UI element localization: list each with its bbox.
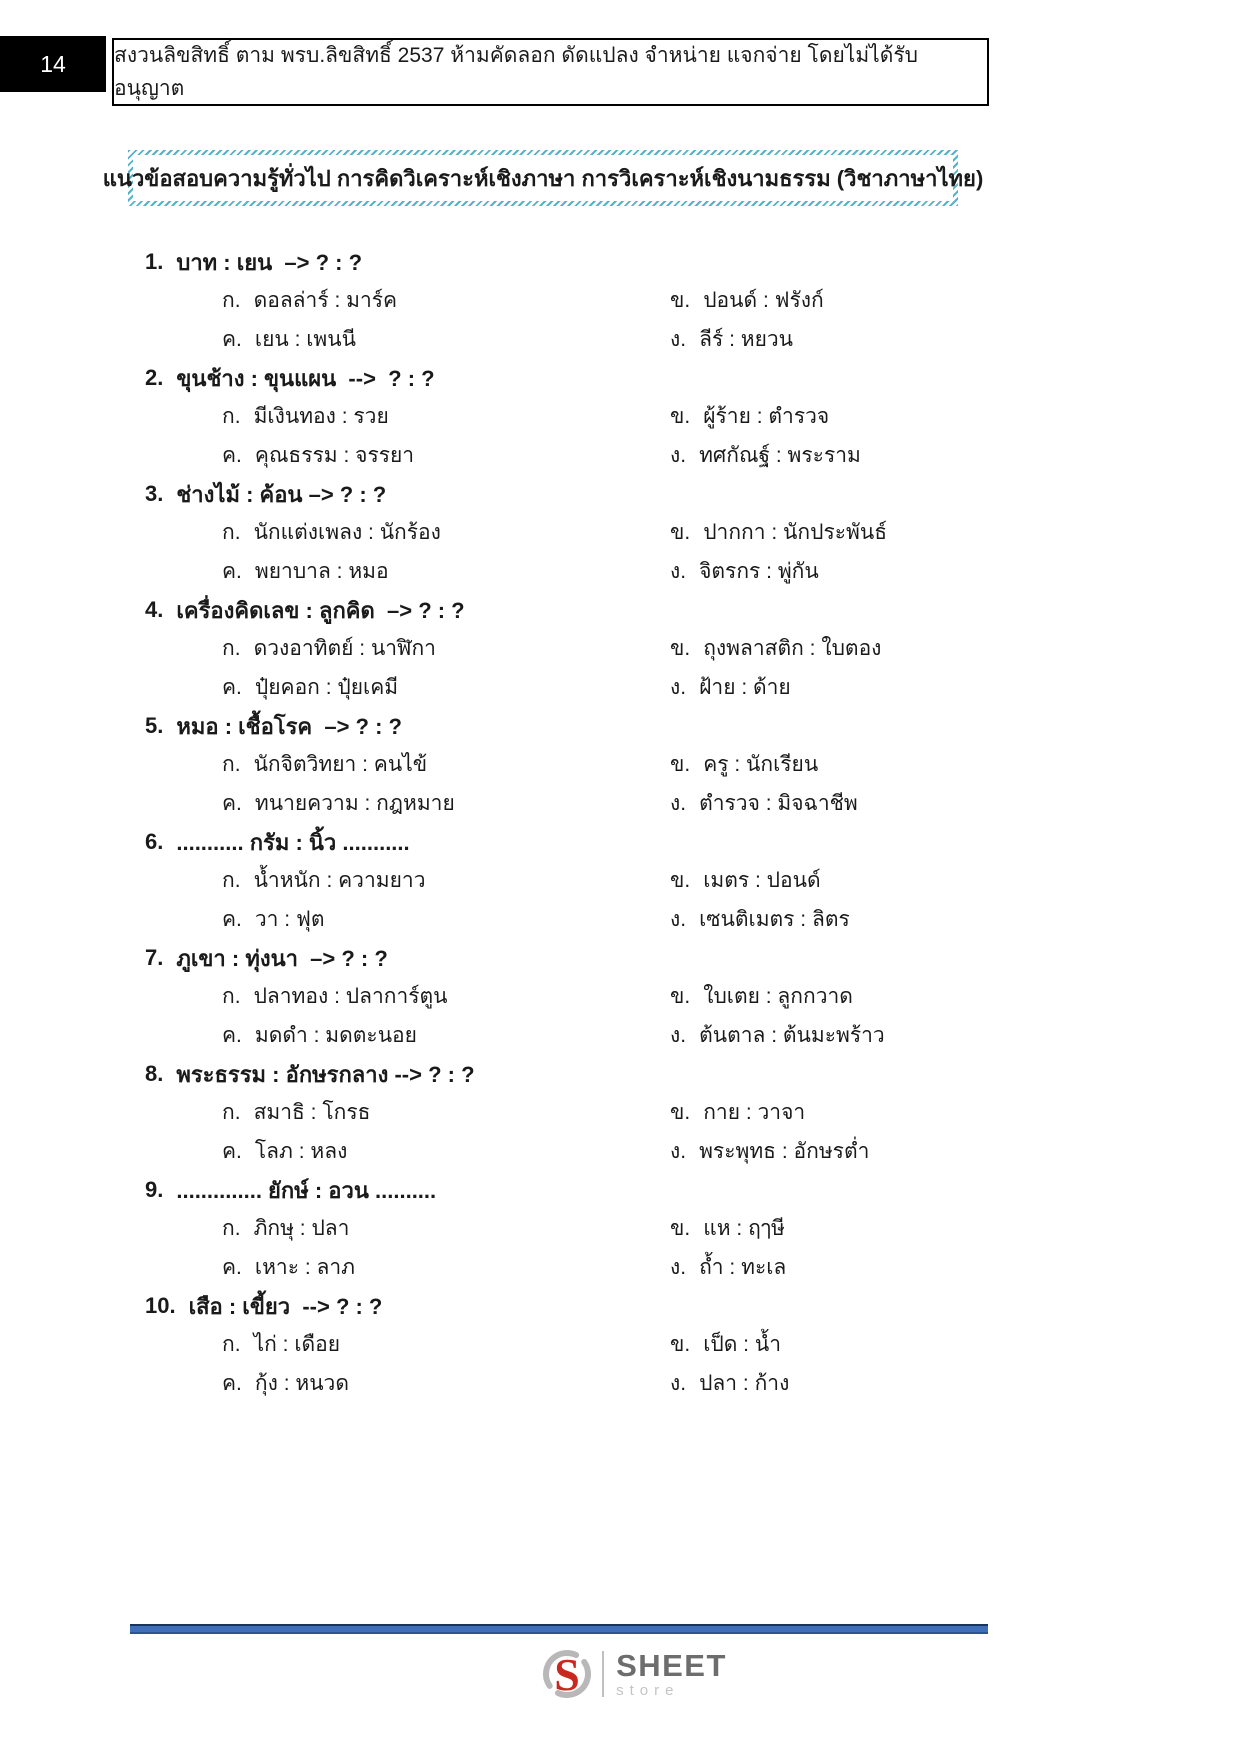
question-head bbox=[145, 707, 1045, 745]
choice-text: มีเงินทอง : รวย bbox=[253, 405, 389, 428]
choice-text: จิตรกร : พู่กัน bbox=[699, 560, 819, 583]
choice-row bbox=[145, 1016, 1045, 1055]
choice-label: ค. bbox=[222, 328, 242, 351]
choice-label: ข. bbox=[670, 1101, 691, 1124]
choice-label: ข. bbox=[670, 1217, 691, 1240]
choice-text: ไก่ : เดือย bbox=[253, 1333, 341, 1356]
question-head bbox=[145, 1287, 1045, 1325]
choice-option bbox=[222, 1096, 670, 1129]
question-head bbox=[145, 243, 1045, 281]
choice-option bbox=[222, 1251, 670, 1284]
question-number: 7. bbox=[145, 945, 164, 970]
choice-option bbox=[222, 1135, 670, 1168]
choice-label: ก. bbox=[222, 753, 241, 776]
question-text: เครื่องคิดเลข : ลูกคิด –> ? : ? bbox=[176, 597, 465, 623]
choice-option bbox=[670, 1135, 869, 1168]
choice-option bbox=[670, 1212, 785, 1245]
choice-row bbox=[145, 281, 1045, 320]
question-text: พระธรรม : อักษรกลาง --> ? : ? bbox=[176, 1061, 475, 1087]
choice-label: ง. bbox=[670, 560, 687, 583]
choice-label: ก. bbox=[222, 405, 241, 428]
exam-title-box bbox=[102, 150, 984, 206]
choice-label: ง. bbox=[670, 908, 687, 931]
choice-text: ปลา : ก้าง bbox=[699, 1372, 790, 1395]
choice-label: ค. bbox=[222, 1256, 242, 1279]
question-item bbox=[145, 1287, 1045, 1403]
question-item bbox=[145, 359, 1045, 475]
question-list bbox=[145, 243, 1045, 1403]
question-item bbox=[145, 243, 1045, 359]
choice-text: ใบเตย : ลูกกวาด bbox=[703, 985, 853, 1008]
question-item bbox=[145, 823, 1045, 939]
choice-option bbox=[222, 1212, 670, 1245]
choice-option bbox=[670, 1367, 789, 1400]
choice-option bbox=[670, 748, 818, 781]
choice-text: เซนติเมตร : ลิตร bbox=[699, 908, 850, 931]
choice-row bbox=[145, 513, 1045, 552]
choice-option bbox=[222, 555, 670, 588]
choice-option bbox=[222, 400, 670, 433]
choice-option bbox=[222, 748, 670, 781]
choice-option bbox=[222, 787, 670, 820]
choice-label: ค. bbox=[222, 1140, 242, 1163]
s-swoosh-icon bbox=[542, 1645, 592, 1703]
choice-row bbox=[145, 1364, 1045, 1403]
question-number: 1. bbox=[145, 249, 164, 274]
exam-title: แนวข้อสอบความรู้ทั่วไป การคิดวิเคราะห์เชิงภาษา การวิเคราะห์เชิงนามธรรม (วิชาภาษาไทย) bbox=[133, 155, 953, 201]
question-number: 6. bbox=[145, 829, 164, 854]
logo-text bbox=[616, 1650, 727, 1698]
choice-row bbox=[145, 861, 1045, 900]
choice-label: ข. bbox=[670, 869, 691, 892]
choice-text: โลภ : หลง bbox=[254, 1140, 348, 1163]
choice-label: ก. bbox=[222, 1333, 241, 1356]
choice-option bbox=[222, 516, 670, 549]
choice-label: ข. bbox=[670, 405, 691, 428]
choice-option bbox=[670, 903, 850, 936]
question-text: ช่างไม้ : ค้อน –> ? : ? bbox=[176, 481, 387, 507]
sheet-store-logo bbox=[14, 1645, 1241, 1703]
page-number-box bbox=[0, 36, 106, 92]
choice-text: ฝ้าย : ด้าย bbox=[699, 676, 791, 699]
choice-text: ทนายความ : กฎหมาย bbox=[254, 792, 455, 815]
choice-row bbox=[145, 1248, 1045, 1287]
choice-label: ง. bbox=[670, 1372, 687, 1395]
question-item bbox=[145, 591, 1045, 707]
choice-label: ง. bbox=[670, 1140, 687, 1163]
choice-text: ถ้ำ : ทะเล bbox=[699, 1256, 787, 1279]
choice-option bbox=[670, 400, 829, 433]
choice-text: พระพุทธ : อักษรต่ำ bbox=[699, 1140, 870, 1163]
choice-option bbox=[222, 1019, 670, 1052]
choice-text: น้ำหนัก : ความยาว bbox=[253, 869, 426, 892]
question-head bbox=[145, 823, 1045, 861]
choice-label: ข. bbox=[670, 637, 691, 660]
question-head bbox=[145, 591, 1045, 629]
copyright-text: สงวนลิขสิทธิ์ ตาม พรบ.ลิขสิทธิ์ 2537 ห้ามคัดลอก ดัดแปลง จำหน่าย แจกจ่าย โดยไม่ได้รับอนุญาต bbox=[114, 44, 918, 100]
question-head bbox=[145, 939, 1045, 977]
question-item bbox=[145, 1171, 1045, 1287]
choice-label: ก. bbox=[222, 521, 241, 544]
choice-row bbox=[145, 629, 1045, 668]
choice-row bbox=[145, 745, 1045, 784]
page-number: 14 bbox=[40, 50, 66, 77]
choice-option bbox=[222, 903, 670, 936]
choice-label: ง. bbox=[670, 676, 687, 699]
sheet-store-logo-icon bbox=[542, 1645, 592, 1703]
choice-row bbox=[145, 784, 1045, 823]
choice-option bbox=[222, 632, 670, 665]
choice-text: ปลาทอง : ปลาการ์ตูน bbox=[253, 985, 448, 1008]
question-text: .............. ยักษ์ : อวน .......... bbox=[176, 1177, 437, 1203]
footer-divider-bar bbox=[130, 1624, 988, 1634]
copyright-notice-box bbox=[112, 38, 989, 106]
question-text: ขุนช้าง : ขุนแผน --> ? : ? bbox=[176, 365, 435, 391]
choice-text: ปุ๋ยคอก : ปุ๋ยเคมี bbox=[254, 676, 399, 699]
choice-option bbox=[222, 1367, 670, 1400]
choice-option bbox=[670, 323, 793, 356]
choice-option bbox=[670, 284, 824, 317]
choice-label: ก. bbox=[222, 289, 241, 312]
logo-divider bbox=[602, 1651, 604, 1697]
choice-text: แห : ฤๅษี bbox=[703, 1217, 785, 1240]
choice-text: กาย : วาจา bbox=[703, 1101, 806, 1124]
question-text: หมอ : เชื้อโรค –> ? : ? bbox=[176, 713, 402, 739]
choice-text: ดวงอาทิตย์ : นาฬิกา bbox=[253, 637, 436, 660]
choice-text: เยน : เพนนี bbox=[254, 328, 356, 351]
choice-text: ดอลล่าร์ : มาร์ค bbox=[253, 289, 398, 312]
choice-text: ทศกัณฐ์ : พระราม bbox=[699, 444, 861, 467]
choice-label: ง. bbox=[670, 792, 687, 815]
choice-row bbox=[145, 436, 1045, 475]
choice-option bbox=[670, 555, 819, 588]
question-number: 10. bbox=[145, 1293, 176, 1318]
choice-row bbox=[145, 397, 1045, 436]
choice-option bbox=[670, 1096, 805, 1129]
choice-text: สมาธิ : โกรธ bbox=[253, 1101, 371, 1124]
choice-label: ค. bbox=[222, 908, 242, 931]
choice-text: วา : ฟุต bbox=[254, 908, 325, 931]
choice-label: ค. bbox=[222, 1024, 242, 1047]
choice-option bbox=[222, 439, 670, 472]
choice-label: ค. bbox=[222, 1372, 242, 1395]
question-head bbox=[145, 1171, 1045, 1209]
choice-option bbox=[670, 516, 887, 549]
choice-text: ปากกา : นักประพันธ์ bbox=[703, 521, 888, 544]
question-text: บาท : เยน –> ? : ? bbox=[176, 249, 363, 275]
question-number: 2. bbox=[145, 365, 164, 390]
choice-label: ข. bbox=[670, 521, 691, 544]
choice-option bbox=[670, 1019, 885, 1052]
choice-row bbox=[145, 1209, 1045, 1248]
question-item bbox=[145, 707, 1045, 823]
choice-option bbox=[670, 1328, 781, 1361]
choice-label: ง. bbox=[670, 328, 687, 351]
choice-label: ก. bbox=[222, 869, 241, 892]
question-number: 8. bbox=[145, 1061, 164, 1086]
choice-option bbox=[670, 439, 861, 472]
choice-option bbox=[670, 1251, 786, 1284]
choice-label: ค. bbox=[222, 792, 242, 815]
choice-label: ง. bbox=[670, 1256, 687, 1279]
choice-option bbox=[670, 632, 881, 665]
choice-text: เป็ด : น้ำ bbox=[703, 1333, 781, 1356]
choice-label: ง. bbox=[670, 444, 687, 467]
question-head bbox=[145, 1055, 1045, 1093]
question-item bbox=[145, 475, 1045, 591]
question-number: 5. bbox=[145, 713, 164, 738]
choice-row bbox=[145, 1132, 1045, 1171]
choice-option bbox=[222, 284, 670, 317]
choice-text: นักจิตวิทยา : คนไข้ bbox=[253, 753, 428, 776]
choice-text: ผู้ร้าย : ตำรวจ bbox=[703, 405, 830, 428]
choice-option bbox=[222, 980, 670, 1013]
choice-text: ภิกษุ : ปลา bbox=[253, 1217, 350, 1240]
choice-option bbox=[222, 1328, 670, 1361]
choice-option bbox=[670, 787, 858, 820]
choice-text: เมตร : ปอนด์ bbox=[703, 869, 821, 892]
choice-label: ข. bbox=[670, 985, 691, 1008]
choice-text: ถุงพลาสติก : ใบตอง bbox=[703, 637, 882, 660]
choice-option bbox=[222, 671, 670, 704]
choice-text: มดดำ : มดตะนอย bbox=[254, 1024, 417, 1047]
question-number: 3. bbox=[145, 481, 164, 506]
choice-row bbox=[145, 320, 1045, 359]
choice-label: ก. bbox=[222, 1101, 241, 1124]
question-text: เสือ : เขี้ยว --> ? : ? bbox=[188, 1293, 383, 1319]
choice-text: คุณธรรม : จรรยา bbox=[254, 444, 415, 467]
choice-label: ก. bbox=[222, 985, 241, 1008]
question-text: ภูเขา : ทุ่งนา –> ? : ? bbox=[176, 945, 388, 971]
choice-option bbox=[670, 864, 821, 897]
logo-sub-text: store bbox=[616, 1682, 680, 1699]
choice-text: ครู : นักเรียน bbox=[703, 753, 819, 776]
question-head bbox=[145, 359, 1045, 397]
choice-label: ก. bbox=[222, 1217, 241, 1240]
choice-text: พยาบาล : หมอ bbox=[254, 560, 389, 583]
choice-text: ปอนด์ : ฟรังก์ bbox=[703, 289, 824, 312]
svg-text:S: S bbox=[554, 1649, 580, 1700]
choice-label: ก. bbox=[222, 637, 241, 660]
choice-row bbox=[145, 1093, 1045, 1132]
choice-row bbox=[145, 900, 1045, 939]
choice-label: ค. bbox=[222, 676, 242, 699]
choice-row bbox=[145, 552, 1045, 591]
choice-label: ง. bbox=[670, 1024, 687, 1047]
choice-text: กุ้ง : หนวด bbox=[254, 1372, 349, 1395]
choice-option bbox=[222, 323, 670, 356]
question-number: 4. bbox=[145, 597, 164, 622]
choice-text: ต้นตาล : ต้นมะพร้าว bbox=[699, 1024, 885, 1047]
choice-option bbox=[670, 980, 853, 1013]
question-number: 9. bbox=[145, 1177, 164, 1202]
question-item bbox=[145, 1055, 1045, 1171]
choice-row bbox=[145, 977, 1045, 1016]
choice-row bbox=[145, 1325, 1045, 1364]
question-text: ........... กรัม : นิ้ว ........... bbox=[176, 829, 410, 855]
choice-row bbox=[145, 668, 1045, 707]
choice-label: ข. bbox=[670, 753, 691, 776]
choice-label: ค. bbox=[222, 444, 242, 467]
choice-text: เหาะ : ลาภ bbox=[254, 1256, 355, 1279]
choice-label: ค. bbox=[222, 560, 242, 583]
logo-brand-text: SHEET bbox=[616, 1648, 727, 1683]
choice-text: ลีร์ : หยวน bbox=[699, 328, 794, 351]
choice-text: ตำรวจ : มิจฉาชีพ bbox=[699, 792, 858, 815]
choice-label: ข. bbox=[670, 289, 691, 312]
question-item bbox=[145, 939, 1045, 1055]
choice-option bbox=[670, 671, 791, 704]
choice-option bbox=[222, 864, 670, 897]
choice-text: นักแต่งเพลง : นักร้อง bbox=[253, 521, 441, 544]
question-head bbox=[145, 475, 1045, 513]
choice-label: ข. bbox=[670, 1333, 691, 1356]
